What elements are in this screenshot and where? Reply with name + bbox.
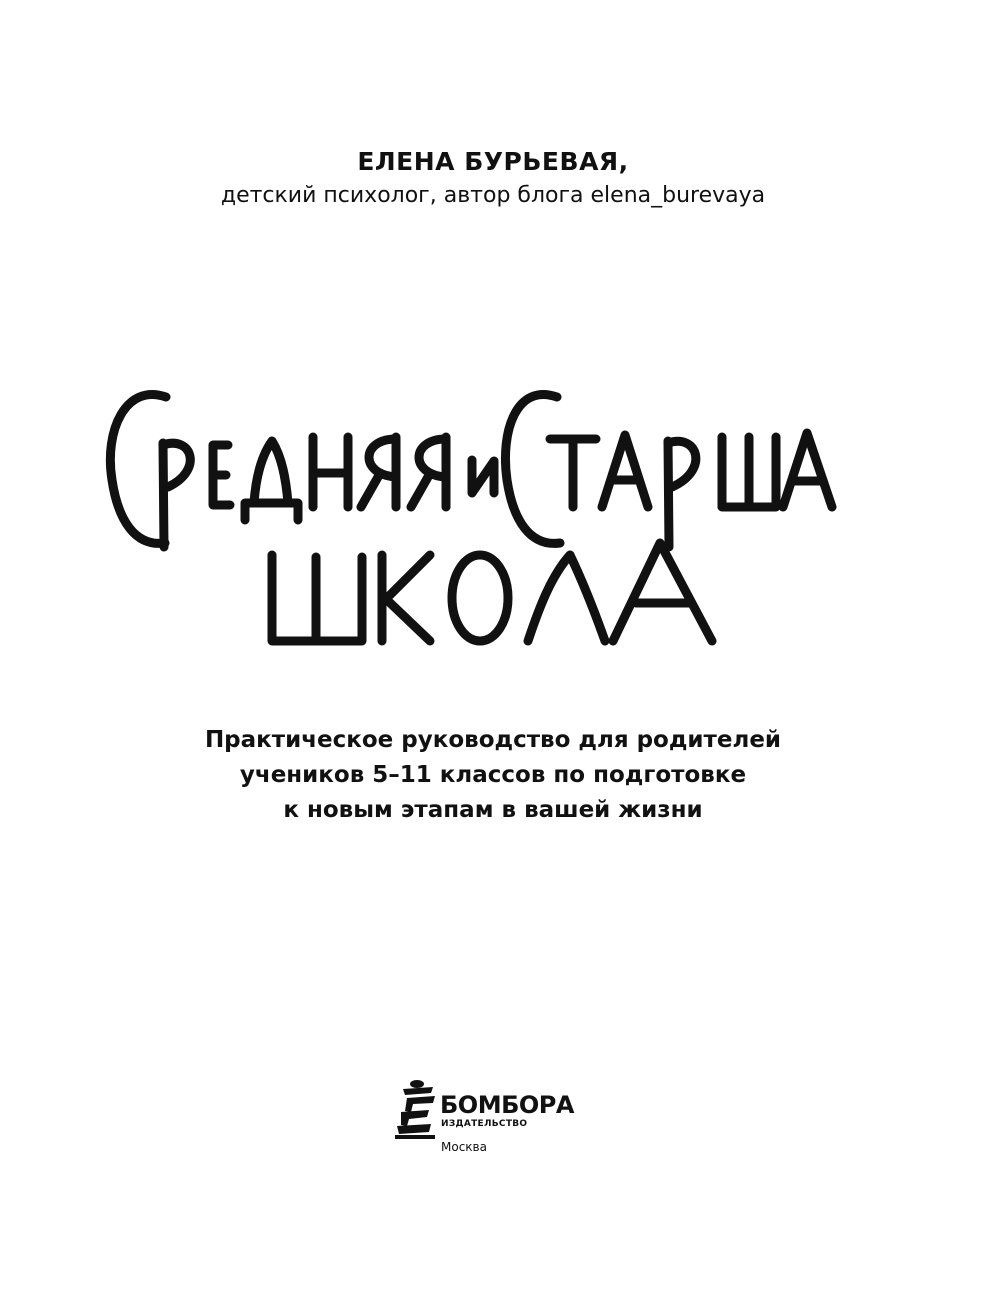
publisher-block xyxy=(393,1078,593,1168)
publisher-label: ИЗДАТЕЛЬСТВО xyxy=(441,1119,528,1129)
author-name: ЕЛЕНА БУРЬЕВАЯ, xyxy=(357,147,629,176)
subtitle xyxy=(0,723,986,828)
publisher-name: БОМБОРА xyxy=(440,1091,574,1119)
book-title xyxy=(0,375,986,665)
author-description: детский психолог, автор блога elena_burevaya xyxy=(220,183,766,208)
book-title-lettering xyxy=(0,375,986,665)
publisher-city: Москва xyxy=(441,1140,487,1154)
subtitle-line: Практическое руководство для родителей xyxy=(204,727,782,753)
title-line-2 xyxy=(272,543,712,641)
bombora-runner-logo-icon xyxy=(393,1078,439,1140)
author-block xyxy=(0,146,986,212)
subtitle-line: к новым этапам в вашей жизни xyxy=(283,797,703,823)
subtitle-line: учеников 5–11 классов по подготовке xyxy=(239,762,747,788)
title-line-1 xyxy=(110,394,832,547)
